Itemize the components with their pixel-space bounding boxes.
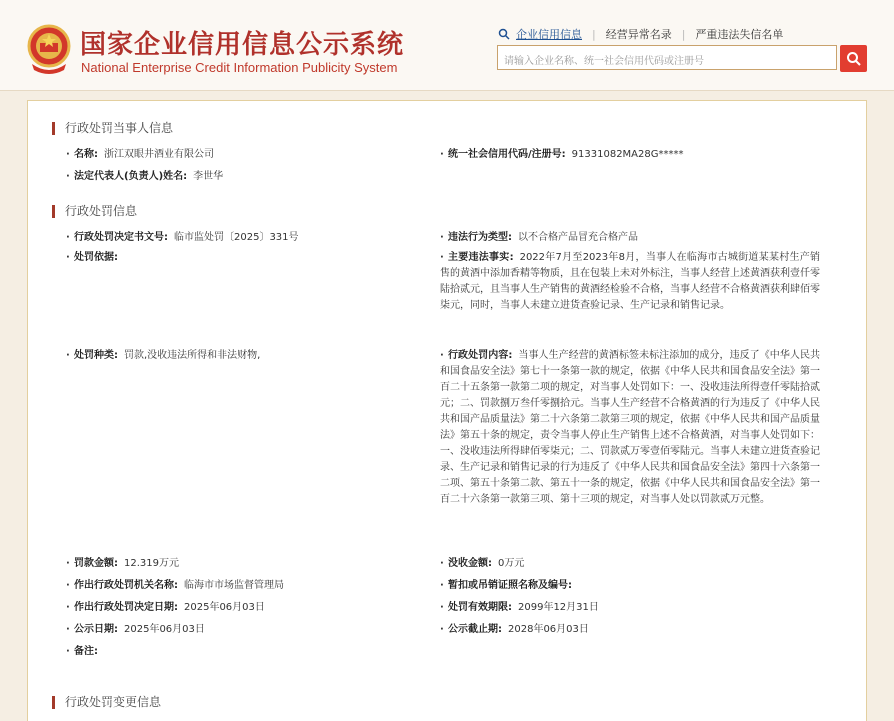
search-button[interactable] (840, 45, 867, 72)
penalty-content: 当事人生产经营的黄酒标签未标注添加的成分，违反了《中华人民共和国食品安全法》第七十一条第一款的规定，依据《中华人民共和国食品安全法》第一百二十五条第一款第二项的规定，对当事人处罚如下：一、没收违法所得壹仟零陆拾贰元；二、罚款捌万叁仟零捌拾元。当事人生产经营不合格黄酒的行为违反了《中华人民共和国产品质量法》第二十六条第二款第三项的规定，依据《中华人民共和国产品质量法》第五十条的规定，责令当事人停止生产销售上述不合格黄酒，对当事人处罚如下：一、没收违法所得肆佰零柒元；二、罚款贰万零壹佰零陆元。当事人未建立进货查验记录、生产记录和销售记录的行为违反了《中华人民共和国食品安全法》第四十六条第一二项、第五十条第二款、第五十一条的规定，依据《中华人民共和国食品安全法》第一百二十六条第一款第三项、第十三项的规定，对当事人处以罚款贰万元整。 (440, 350, 821, 505)
fine-row: · 罚款金额: 12.319万元 (66, 558, 179, 569)
site-header (0, 0, 894, 91)
nav-abnormal-list[interactable]: 经营异常名录 (605, 28, 672, 41)
credit-code-row: · 统一社会信用代码/注册号: 91331082MA28G***** (440, 149, 684, 160)
publish-end-row: · 公示截止期: 2028年06月03日 (440, 624, 589, 635)
doc-no-row: · 行政处罚决定书文号: 临市监处罚〔2025〕331号 (66, 232, 299, 243)
search-icon (846, 51, 862, 67)
search-small-icon (498, 28, 510, 40)
basis-row: · 处罚依据: (66, 252, 118, 263)
facts-text: 2022年7月至2023年8月，当事人在临海市古城街道某某村生产销售的黄酒中添加香精等物质，且在包装上未对外标注，当事人经营上述黄酒获利壹仟零陆拾贰元，且当事人生产销售的黄酒经检验不合格，当事人经营不合格黄酒获利肆佰零柒元，同时，当事人未建立进货查验记录、生产记录和销售记录。 (440, 252, 821, 311)
top-nav: 企业信用信息 | 经营异常名录 | 严重违法失信名单 (498, 26, 783, 42)
section-party-title: 行政处罚当事人信息 (52, 122, 173, 135)
license-row: · 暂扣或吊销证照名称及编号: (440, 580, 572, 591)
section-penalty-title: 行政处罚信息 (52, 205, 137, 218)
nav-enterprise-credit[interactable]: 企业信用信息 (516, 28, 582, 41)
publish-date-row: · 公示日期: 2025年06月03日 (66, 624, 205, 635)
fine-amount: 12.319万元 (124, 558, 179, 569)
publish-date: 2025年06月03日 (124, 624, 205, 635)
search-input[interactable]: 请输入企业名称、统一社会信用代码或注册号 (497, 45, 837, 70)
detail-panel (27, 100, 867, 721)
facts-row: · 主要违法事实: 2022年7月至2023年8月，当事人在临海市古城街道某某村生产销售的黄酒中添加香精等物质，且在包装上未对外标注，当事人经营上述黄酒获利壹仟零陆拾贰元，且当事人生产销售的黄酒经检验不合格，当事人经营不合格黄酒获利肆佰零柒元，同时，当事人未建立进货查验记录、生产记录和销售记录。 (440, 252, 821, 311)
national-emblem-icon (26, 24, 72, 74)
company-name: 浙江双眼井酒业有限公司 (104, 149, 214, 160)
site-title-en: National Enterprise Credit Information Publicity System (81, 60, 398, 75)
confiscate-row: · 没收金额: 0万元 (440, 558, 525, 569)
authority-row: · 作出行政处罚机关名称: 临海市市场监督管理局 (66, 580, 284, 591)
publish-end-date: 2028年06月03日 (508, 624, 589, 635)
valid-period-row: · 处罚有效期限: 2099年12月31日 (440, 602, 599, 613)
penalty-content-row: · 行政处罚内容: 当事人生产经营的黄酒标签未标注添加的成分，违反了《中华人民共和国食品安全法》第七十一条第一款的规定，依据《中华人民共和国食品安全法》第一百二十五条第一款第二项的规定，对当事人处罚如下：一、没收违法所得壹仟零陆拾贰元；二、罚款捌万叁仟零捌拾元。当事人生产经营不合格黄酒的行为违反了《中华人民共和国产品质量法》第二十六条第二款第三项的规定，依据《中华人民共和国产品质量法》第五十条的规定，责令当事人停止生产销售上述不合格黄酒，对当事人处罚如下：一、没收违法所得肆佰零柒元；二、罚款贰万零壹佰零陆元。当事人未建立进货查验记录、生产记录和销售记录的行为违反了《中华人民共和国食品安全法》第四十六条第一二项、第五十条第二款、第五十一条的规定，依据《中华人民共和国食品安全法》第一百二十六条第一款第三项、第十三项的规定，对当事人处以罚款贰万元整。 (440, 350, 821, 505)
authority-name: 临海市市场监督管理局 (184, 580, 284, 591)
doc-no: 临市监处罚〔2025〕331号 (174, 232, 299, 243)
violation-type: 以不合格产品冒充合格产品 (518, 232, 638, 243)
section-change-title: 行政处罚变更信息 (52, 696, 161, 709)
nav-blacklist[interactable]: 严重违法失信名单 (695, 28, 784, 41)
violation-type-row: · 违法行为类型: 以不合格产品冒充合格产品 (440, 232, 638, 243)
name-row: · 名称: 浙江双眼井酒业有限公司 (66, 149, 214, 160)
valid-period: 2099年12月31日 (518, 602, 599, 613)
confiscate-amount: 0万元 (498, 558, 525, 569)
remark-row: · 备注: (66, 646, 98, 657)
penalty-kind: 罚款,没收违法所得和非法财物, (124, 350, 261, 361)
legal-rep-row: · 法定代表人(负责人)姓名: 李世华 (66, 171, 224, 182)
site-title-cn: 国家企业信用信息公示系统 (80, 30, 405, 60)
decision-date: 2025年06月03日 (184, 602, 265, 613)
legal-rep: 李世华 (193, 171, 224, 182)
penalty-kind-row: · 处罚种类: 罚款,没收违法所得和非法财物, (66, 350, 261, 361)
decision-date-row: · 作出行政处罚决定日期: 2025年06月03日 (66, 602, 265, 613)
credit-code: 91331082MA28G***** (571, 149, 684, 160)
